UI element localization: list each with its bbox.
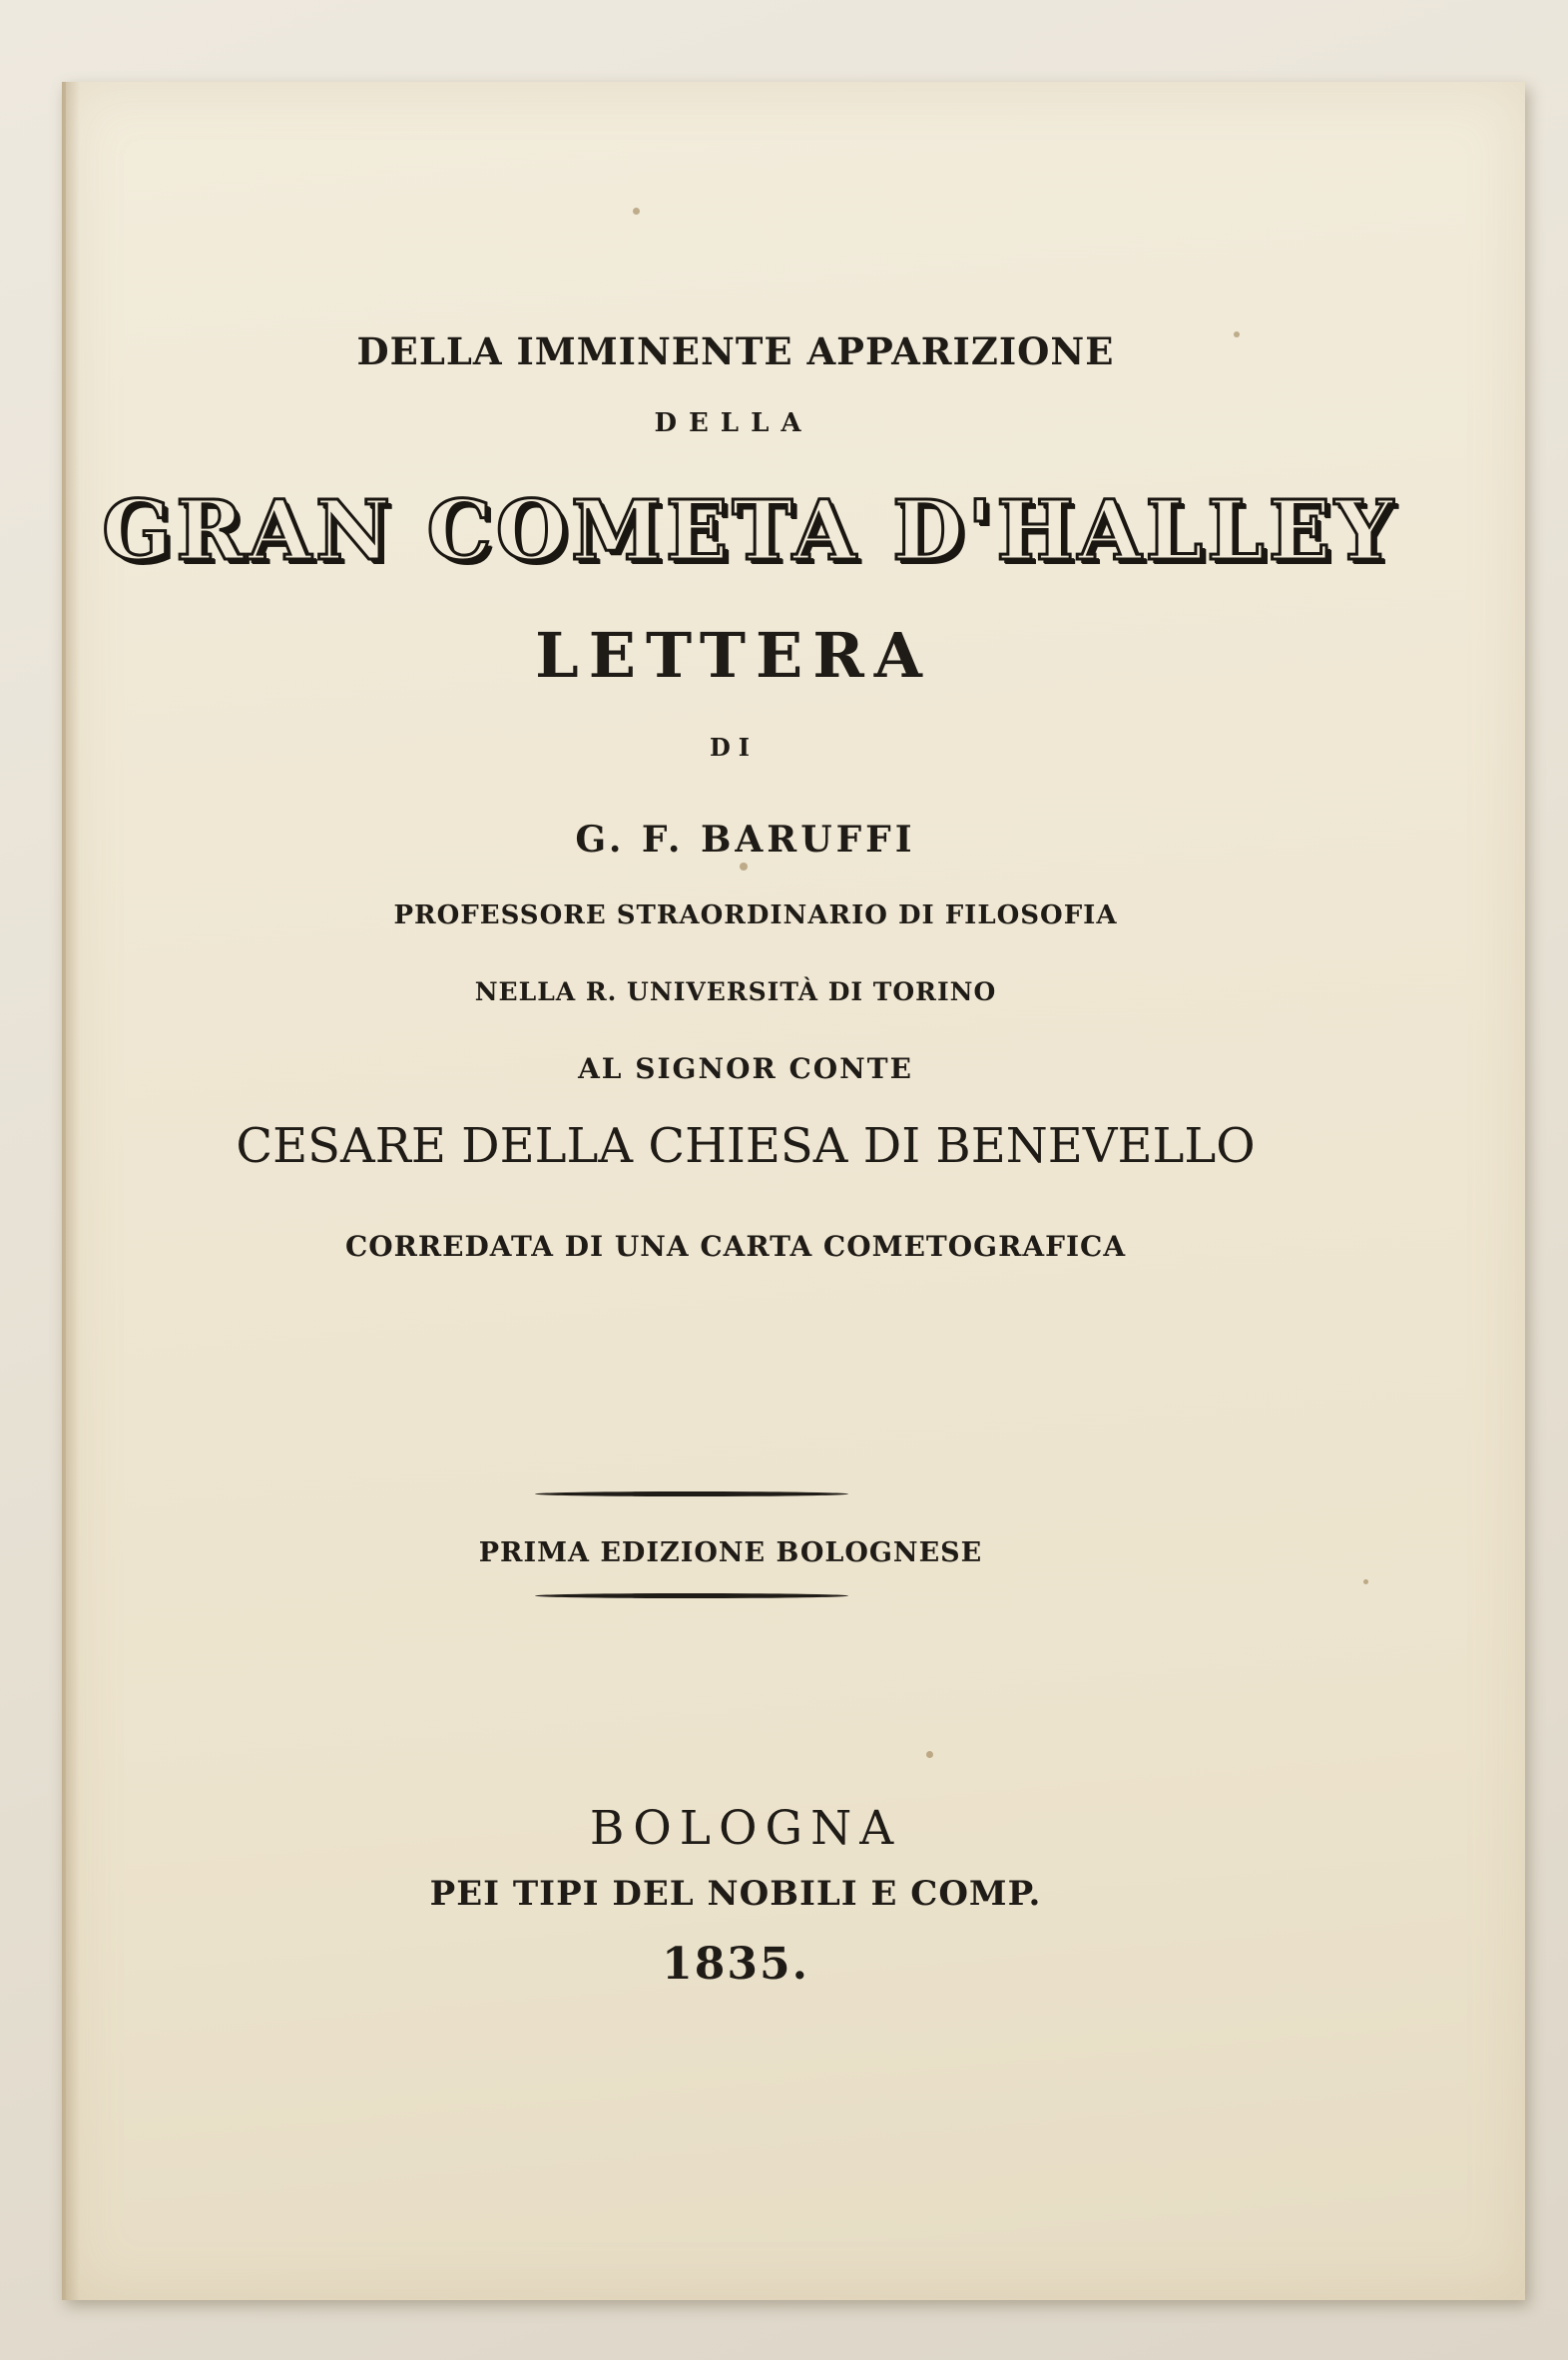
foxing-spot: [926, 1751, 933, 1758]
dedication-line: AL SIGNOR CONTE: [578, 1052, 913, 1085]
author-role-1: PROFESSORE STRAORDINARIO DI FILOSOFIA: [393, 900, 1118, 930]
supplement-note: CORREDATA DI UNA CARTA COMETOGRAFICA: [344, 1230, 1127, 1263]
author-role-2: NELLA R. UNIVERSITÀ DI TORINO: [474, 977, 997, 1006]
by-label: DI: [709, 733, 759, 762]
foxing-spot: [1234, 331, 1240, 337]
imprint-city: BOLOGNA: [589, 1801, 902, 1856]
foxing-spot: [740, 863, 748, 871]
divider-rule-bottom: [535, 1593, 848, 1598]
main-title: GRAN COMETA D'HALLEY: [102, 483, 1397, 579]
genre-label: LETTERA: [535, 619, 932, 692]
title-line-1: DELLA IMMINENTE APPARIZIONE: [356, 329, 1115, 373]
dedicatee-name: CESARE DELLA CHIESA DI BENEVELLO: [236, 1118, 1256, 1174]
title-line-2: DELLA: [654, 408, 813, 438]
edition-note: PRIMA EDIZIONE BOLOGNESE: [478, 1537, 983, 1568]
imprint-year: 1835.: [662, 1939, 809, 1990]
title-page: [62, 82, 1525, 2300]
foxing-spot: [1363, 1579, 1368, 1584]
imprint-printer: PEI TIPI DEL NOBILI E COMP.: [429, 1874, 1042, 1914]
author-name: G. F. BARUFFI: [575, 819, 916, 861]
foxing-spot: [633, 208, 640, 215]
divider-rule-top: [535, 1491, 848, 1496]
